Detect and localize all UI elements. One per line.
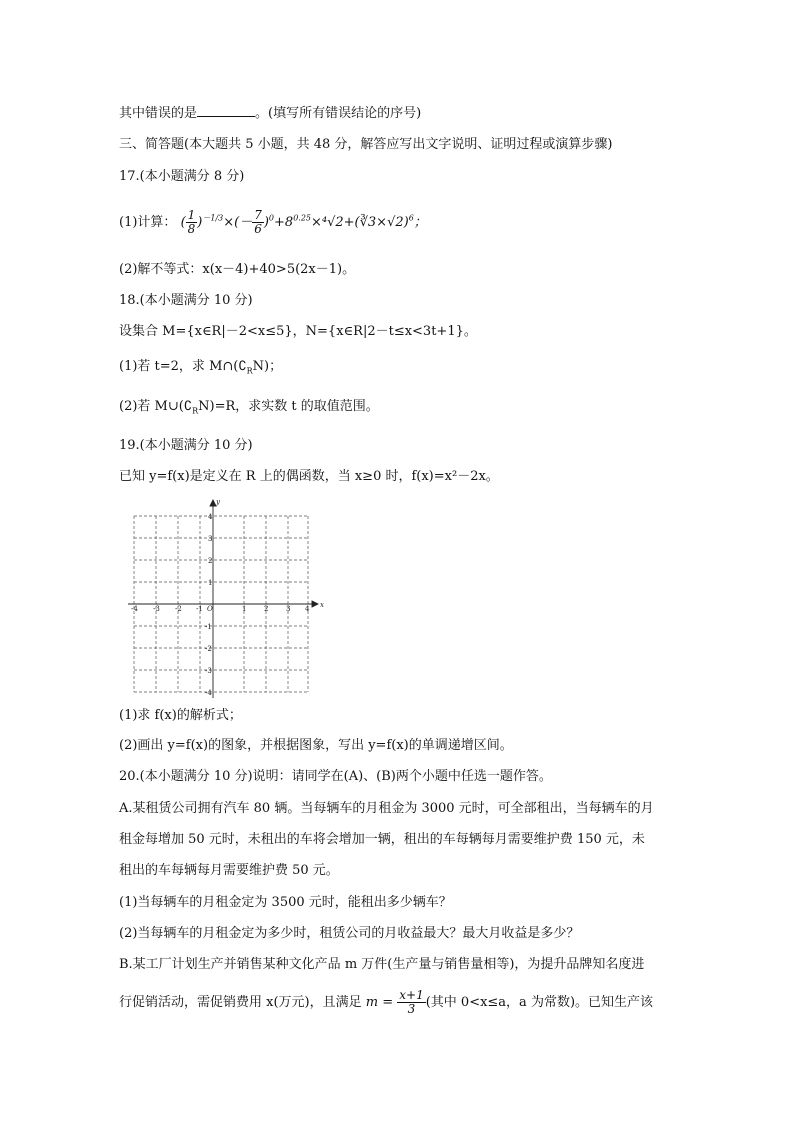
axes: [128, 500, 318, 698]
y-tick: 2: [208, 557, 213, 565]
x-tick: -1: [196, 605, 203, 613]
text: (1)计算：: [119, 215, 177, 230]
axis-labels: [131, 498, 324, 697]
y-tick: -1: [205, 623, 212, 631]
problem-20b-line2: 行促销活动，需促销费用 x(万元)，且满足 m = $\frac{x+1}{3}$ (其中 0<x≤a，a 为常数)。已知生产该: [119, 988, 654, 1016]
problem-19-part1: (1)求 f(x)的解析式；: [119, 708, 242, 723]
expression: ( $\frac{1}{8}$ )$^{-1/3}$×(－ $\frac{7}{6}$ )$^0+8^{0.25}\times^4√2+(∛3\times√2)^6$；: [180, 208, 427, 236]
y-tick: 4: [208, 513, 213, 521]
x-tick: -4: [131, 605, 138, 613]
x-axis-label: x: [320, 601, 324, 609]
x-tick: -3: [153, 605, 160, 613]
y-tick: -2: [205, 645, 212, 653]
coordinate-grid: [128, 498, 328, 698]
y-tick: 3: [208, 535, 213, 543]
problem-20-title: 20.(本小题满分 10 分)说明：请同学在(A)、(B)两个小题中任选一题作答。: [119, 769, 552, 784]
problem-20a-line1: A.某租赁公司拥有汽车 80 辆。当每辆车的月租金为 3000 元时，可全部租出，当每辆车的月: [119, 801, 654, 816]
problem-18-part2: (2)若 $M\cup(∁_RN)=R$，求实数 t 的取值范围。: [119, 399, 379, 416]
problem-17-title: 17.(本小题满分 8 分): [119, 169, 245, 184]
problem-20a-line3: 租出的车每辆每月需要维护费 50 元。: [119, 863, 339, 878]
y-axis-label: y: [216, 498, 220, 506]
problem-20a-line2: 租金每增加 50 元时，未租出的车将会增加一辆，租出的车每辆每月需要维护费 150 元，未: [119, 832, 645, 847]
answer-blank[interactable]: [197, 104, 255, 117]
y-tick: -4: [205, 689, 212, 697]
y-tick: 1: [208, 579, 213, 587]
problem-20a-part1: (1)当每辆车的月租金定为 3500 元时，能租出多少辆车？: [119, 895, 452, 910]
problem-19-part2: (2)画出 y=f(x)的图象，并根据图象，写出 y=f(x)的单调递增区间。: [119, 738, 513, 753]
text: 其中错误的是: [119, 106, 198, 121]
text: 。(填写所有错误结论的序号): [255, 106, 422, 121]
origin-label: O: [207, 605, 213, 613]
problem-19-title: 19.(本小题满分 10 分): [119, 438, 253, 453]
problem-20b-line1: B.某工厂计划生产并销售某种文化产品 m 万件(生产量与销售量相等)，为提升品牌知名度进: [119, 957, 645, 972]
section-heading: 三、简答题(本大题共 5 小题，共 48 分，解答应写出文字说明、证明过程或演算步骤): [119, 137, 613, 152]
y-tick: -3: [205, 667, 212, 675]
problem-18-part1: (1)若 t=2，求 $M\cap(∁_RN)$；: [119, 359, 283, 376]
x-tick: 2: [264, 605, 269, 613]
problem-18-statement: 设集合 M={x∈R|－2<x≤5}，N={x∈R|2－t≤x<3t+1}。: [119, 324, 477, 339]
x-tick: 1: [242, 605, 247, 613]
x-tick: -2: [175, 605, 182, 613]
x-tick: 3: [286, 605, 291, 613]
x-tick: 4: [305, 605, 310, 613]
problem-18-title: 18.(本小题满分 10 分): [119, 293, 253, 308]
problem-20a-part2: (2)当每辆车的月租金定为多少时，租赁公司的月收益最大？最大月收益是多少？: [119, 926, 580, 941]
line-answer-blank: [119, 104, 421, 122]
coordinate-grid-svg: [128, 498, 328, 698]
problem-17-part2: (2)解不等式：x(x－4)+40>5(2x－1)。: [119, 262, 356, 277]
problem-19-statement: 已知 y=f(x)是定义在 R 上的偶函数，当 x≥0 时，f(x)=x²－2x。: [119, 469, 499, 484]
problem-17-part1: [119, 208, 427, 238]
